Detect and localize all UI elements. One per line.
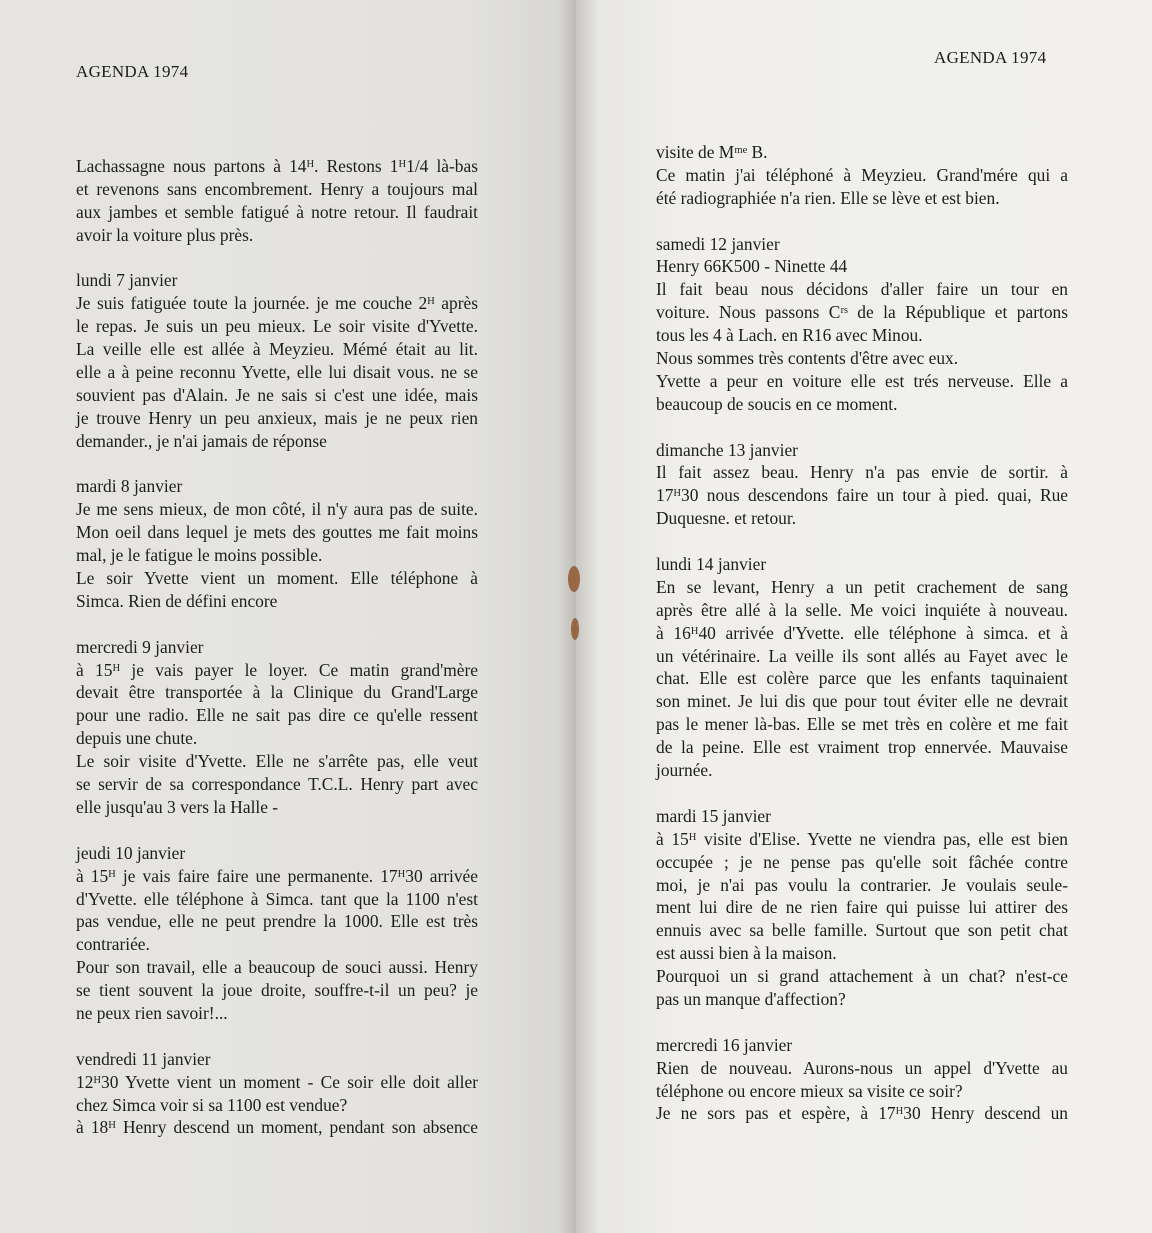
- text-line: visite de Mᵐᵉ B.: [656, 142, 768, 162]
- text-line: Simca. Rien de défini encore: [76, 590, 278, 611]
- diary-text-right: [656, 141, 1068, 1125]
- text-line: Je suis fatiguée toute la journée. je me couche 2ᴴ après: [76, 293, 478, 314]
- text-line: chez Simca voir si sa 1100 est vendue?: [76, 1094, 348, 1115]
- text-line: Duquesne. et retour.: [656, 508, 797, 529]
- text-line: pour une radio. Elle ne sait pas dire ce qu'elle ressent: [76, 705, 478, 726]
- diary-entry: [76, 475, 478, 612]
- text-line: Pourquoi un si grand attachement à un chat? n'est-ce: [656, 966, 1068, 987]
- text-line: demander., je n'ai jamais de réponse: [76, 430, 327, 451]
- text-line: de la peine. Elle est vraiment trop ennervée. Mauvaise: [656, 737, 1068, 758]
- text-line: été radiographiée n'a rien. Elle se lève et est bien.: [656, 187, 1000, 208]
- text-line: journée.: [656, 760, 713, 781]
- text-line: ennuis avec sa belle famille. Surtout que son petit chat: [656, 920, 1068, 941]
- text-line: Nous sommes très contents d'être avec eux.: [656, 348, 959, 369]
- text-line: téléphone ou encore mieux sa visite ce soir?: [656, 1080, 963, 1101]
- text-line: après être allé à la selle. Me voici inquiéte à nouveau.: [656, 599, 1068, 620]
- entry-spacer: [656, 416, 1068, 439]
- entry-date: jeudi 10 janvier: [76, 842, 186, 863]
- entry-date: lundi 14 janvier: [656, 554, 767, 575]
- text-line: pas le mener là-bas. Elle se met très en colère et me fait: [656, 714, 1068, 735]
- text-line: souvient pas d'Alain. Je ne sais si c'est une idée, mais: [76, 384, 478, 405]
- text-line: chat. Elle est colère parce que les enfants taquinaient: [656, 668, 1068, 689]
- entry-spacer: [76, 247, 478, 270]
- diary-entry: [656, 233, 1068, 416]
- text-line: contrariée.: [76, 934, 150, 955]
- running-head-right: AGENDA 1974: [934, 48, 1047, 67]
- text-line: Il fait assez beau. Henry n'a pas envie de sortir. à: [656, 462, 1068, 483]
- entry-spacer: [656, 782, 1068, 805]
- text-line: beaucoup de soucis en ce moment.: [656, 393, 898, 414]
- text-line: est aussi bien à la maison.: [656, 943, 837, 964]
- entry-spacer: [656, 210, 1068, 233]
- text-line: Je me sens mieux, de mon côté, il n'y aura pas de suite.: [76, 499, 478, 520]
- diary-text-left: [76, 155, 478, 1139]
- diary-entry: [76, 155, 478, 247]
- text-line: un vétérinaire. La veille ils sont allés au Fayet avec le: [656, 645, 1068, 666]
- entry-spacer: [76, 613, 478, 636]
- text-line: mal, je le fatigue le moins possible.: [76, 545, 323, 566]
- text-line: Je ne sors pas et espère, à 17ᴴ30 Henry descend un: [656, 1103, 1068, 1124]
- diary-entry: [656, 805, 1068, 1011]
- right-page: [576, 0, 1152, 1233]
- text-line: elle a à peine reconnu Yvette, elle lui disait vous. ne se: [76, 362, 478, 383]
- text-line: Le soir Yvette vient un moment. Elle téléphone à: [76, 568, 478, 589]
- text-line: à 15ᴴ je vais faire faire une permanente. 17ᴴ30 arrivée: [76, 865, 478, 886]
- text-line: La veille elle est allée à Meyzieu. Mémé était au lit.: [76, 339, 478, 360]
- diary-entry: [656, 439, 1068, 531]
- text-line: Le soir visite d'Yvette. Elle ne s'arrête pas, elle veut: [76, 751, 478, 772]
- text-line: Il fait beau nous décidons d'aller faire un tour en: [656, 279, 1068, 300]
- text-line: je trouve Henry un peu anxieux, mais je ne peux rien: [76, 407, 478, 428]
- binding-stain: [571, 618, 579, 640]
- text-line: Lachassagne nous partons à 14ᴴ. Restons 1ᴴ1/4 là-bas: [76, 156, 478, 176]
- binding-stain: [568, 566, 580, 592]
- text-line: aux jambes et semble fatigué à notre retour. Il faudrait: [76, 201, 478, 222]
- entry-date: dimanche 13 janvier: [656, 439, 798, 460]
- text-line: Ce matin j'ai téléphoné à Meyzieu. Grand'mére qui a: [656, 164, 1068, 185]
- entry-spacer: [656, 530, 1068, 553]
- text-line: et revenons sans encombrement. Henry a toujours mal: [76, 178, 478, 199]
- entry-date: mercredi 16 janvier: [656, 1034, 793, 1055]
- text-line: à 18ᴴ Henry descend un moment, pendant son absence: [76, 1117, 478, 1138]
- text-line: Yvette a peur en voiture elle est trés nerveuse. Elle a: [656, 370, 1068, 391]
- text-line: ment lui dire de ne rien faire qui puisse lui attirer des: [656, 897, 1068, 918]
- entry-spacer: [76, 453, 478, 476]
- text-line: d'Yvette. elle téléphone à Simca. tant que la 1100 n'est: [76, 888, 478, 909]
- text-line: son minet. Je lui dis que pour tout éviter elle ne devrait: [656, 691, 1068, 712]
- text-line: voiture. Nous passons Cʳˢ de la République et partons: [656, 302, 1068, 323]
- diary-entry: [76, 636, 478, 819]
- text-line: Rien de nouveau. Aurons-nous un appel d'Yvette au: [656, 1057, 1068, 1078]
- text-line: ne peux rien savoir!...: [76, 1002, 228, 1023]
- diary-entry: [76, 269, 478, 452]
- diary-entry: [656, 553, 1068, 782]
- text-line: 17ᴴ30 nous descendons faire un tour à pied. quai, Rue: [656, 485, 1068, 506]
- entry-spacer: [76, 819, 478, 842]
- text-line: Pour son travail, elle a beaucoup de souci aussi. Henry: [76, 957, 478, 978]
- text-line: se tient souvent la joue droite, souffre-t-il un peu? je: [76, 980, 478, 1001]
- text-line: tous les 4 à Lach. en R16 avec Minou.: [656, 325, 923, 346]
- entry-date: samedi 12 janvier: [656, 233, 780, 254]
- text-line: à 16ᴴ40 arrivée d'Yvette. elle téléphone à simca. et à: [656, 622, 1068, 643]
- text-line: avoir la voiture plus près.: [76, 224, 254, 245]
- text-line: depuis une chute.: [76, 728, 198, 749]
- text-line: à 15ᴴ visite d'Elise. Yvette ne viendra pas, elle est bien: [656, 828, 1068, 849]
- text-line: se servir de sa correspondance T.C.L. Henry part avec: [76, 774, 478, 795]
- text-line: En se levant, Henry a un petit crachement de sang: [656, 576, 1068, 597]
- text-line: occupée ; je ne pense pas qu'elle soit fâchée contre: [656, 851, 1068, 872]
- entry-spacer: [76, 1025, 478, 1048]
- entry-spacer: [656, 1011, 1068, 1034]
- diary-entry: [76, 842, 478, 1025]
- entry-date: mardi 8 janvier: [76, 476, 183, 497]
- running-head-left: AGENDA 1974: [76, 62, 189, 81]
- diary-entry: [656, 141, 1068, 210]
- text-line: Mon oeil dans lequel je mets des gouttes me fait moins: [76, 522, 478, 543]
- text-line: devait être transportée à la Clinique du Grand'Large: [76, 682, 478, 703]
- diary-entry: [656, 1034, 1068, 1126]
- entry-date: mardi 15 janvier: [656, 805, 771, 826]
- entry-date: vendredi 11 janvier: [76, 1048, 211, 1069]
- entry-date: mercredi 9 janvier: [76, 636, 204, 657]
- entry-date: lundi 7 janvier: [76, 270, 178, 291]
- diary-entry: [76, 1048, 478, 1140]
- text-line: Henry 66K500 - Ninette 44: [656, 256, 848, 277]
- text-line: moi, je n'ai pas voulu la contrarier. Je voulais seule-: [656, 874, 1068, 895]
- text-line: 12ᴴ30 Yvette vient un moment - Ce soir elle doit aller: [76, 1071, 478, 1092]
- text-line: pas un manque d'affection?: [656, 988, 846, 1009]
- text-line: elle jusqu'au 3 vers la Halle -: [76, 796, 279, 817]
- text-line: à 15ᴴ je vais payer le loyer. Ce matin grand'mère: [76, 659, 478, 680]
- text-line: le repas. Je suis un peu mieux. Le soir visite d'Yvette.: [76, 316, 478, 337]
- text-line: pas vendue, elle ne peut prendre la 1000. Elle est très: [76, 911, 478, 932]
